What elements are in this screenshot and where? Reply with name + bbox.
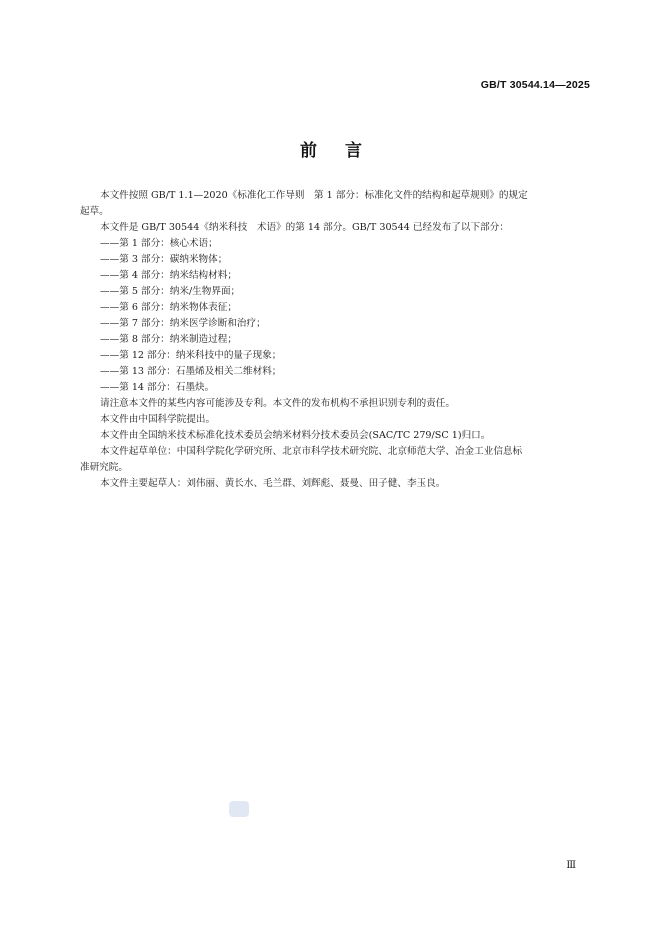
document-body: [80, 188, 592, 492]
watermark-icon: [229, 801, 249, 817]
published-parts-list: [80, 236, 592, 396]
list-item: ——第 12 部分：纳米科技中的量子现象；: [100, 350, 282, 361]
paragraph-committee: 本文件由全国纳米技术标准化技术委员会纳米材料分技术委员会(SAC/TC 279/SC 1)归口。: [100, 430, 491, 441]
list-item: ——第 13 部分：石墨烯及相关二维材料；: [100, 366, 282, 377]
page-number: Ⅲ: [566, 860, 576, 871]
list-item: ——第 7 部分：纳米医学诊断和治疗；: [100, 318, 266, 329]
list-item: ——第 3 部分：碳纳米物体；: [100, 254, 228, 265]
paragraph-drafting-units-line2: 准研究院。: [80, 462, 128, 473]
list-item: ——第 6 部分：纳米物体表征；: [100, 302, 237, 313]
page-title: 前言: [300, 141, 390, 161]
list-item: ——第 4 部分：纳米结构材料；: [100, 270, 237, 281]
list-item: ——第 5 部分：纳米/生物界面；: [100, 286, 241, 297]
paragraph-patent-notice: 请注意本文件的某些内容可能涉及专利。本文件的发布机构不承担识别专利的责任。: [100, 398, 455, 409]
paragraph-drafting-rules-line2: 起草。: [80, 206, 109, 217]
paragraph-series-intro: 本文件是 GB/T 30544《纳米科技 术语》的第 14 部分。GB/T 30544 已经发布了以下部分：: [100, 222, 509, 233]
list-item: ——第 1 部分：核心术语；: [100, 238, 218, 249]
paragraph-drafting-rules-line1: 本文件按照 GB/T 1.1—2020《标准化工作导则 第 1 部分：标准化文件的结构和起草规则》的规定: [100, 190, 528, 201]
paragraph-drafters: 本文件主要起草人：刘伟丽、黄长水、毛兰群、刘辉彪、聂曼、田子健、李玉良。: [100, 478, 446, 489]
list-item: ——第 8 部分：纳米制造过程；: [100, 334, 237, 345]
list-item: ——第 14 部分：石墨炔。: [100, 382, 215, 393]
paragraph-drafting-units-line1: 本文件起草单位：中国科学院化学研究所、北京市科学技术研究院、北京师范大学、冶金工业信息标: [100, 446, 523, 457]
paragraph-proposer: 本文件由中国科学院提出。: [100, 414, 216, 425]
standard-number: GB/T 30544.14—2025: [480, 79, 590, 91]
